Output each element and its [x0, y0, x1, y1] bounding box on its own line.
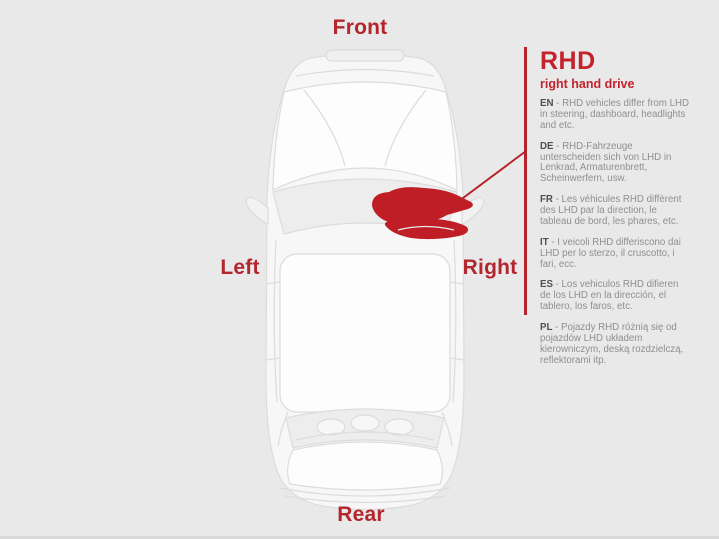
callout-subtitle: right hand drive [540, 77, 635, 91]
car-top-view-diagram [240, 42, 490, 517]
entry-text-de: RHD-Fahrzeuge unterscheiden sich von LHD in Lenkrad, Armaturenbrett, Scheinwerfern, usw. [540, 140, 672, 185]
car-mirror-left [246, 198, 268, 224]
car-roof [280, 254, 450, 412]
entry-separator: - [552, 279, 562, 291]
entry-separator: - [548, 236, 558, 248]
label-rear: Rear [337, 503, 385, 526]
entry-text-pl: Pojazdy RHD różnią się od pojazdów LHD układem kierowniczym, deską rozdzielczą, reflektorami itp. [540, 321, 684, 366]
car-headrest-center [351, 415, 379, 431]
callout-entry-it [540, 238, 690, 271]
language-code-fr: FR [540, 194, 553, 206]
callout-title: RHD [540, 47, 596, 75]
entry-separator: - [552, 321, 561, 333]
entry-text-en: RHD vehicles differ from LHD in steering, dashboard, headlights and etc. [540, 98, 689, 131]
entry-text-fr: Les véhicules RHD diffèrent des LHD par la direction, le tableau de bord, les phares, etc. [540, 194, 682, 227]
language-code-de: DE [540, 140, 554, 152]
car-windshield-top-band [326, 50, 404, 61]
label-right: Right [462, 256, 518, 279]
callout-entry-en [540, 99, 690, 132]
entry-separator: - [553, 140, 563, 152]
language-code-en: EN [540, 98, 554, 109]
entry-text-it: I veicoli RHD differiscono dai LHD per lo sterzo, il cruscotto, i fari, ecc. [540, 236, 681, 270]
language-code-es: ES [540, 279, 553, 291]
callout-entry-fr [540, 195, 690, 228]
entry-separator: - [552, 194, 562, 206]
callout-entry-de [540, 142, 690, 186]
callout-entry-es [540, 280, 690, 313]
entry-separator: - [553, 98, 563, 109]
language-code-pl: PL [540, 321, 553, 333]
label-front: Front [332, 16, 388, 39]
entry-text-es: Los vehiculos RHD difieren de los LHD en la dirección, el tablero, los faros, etc. [540, 279, 679, 313]
rhd-callout [524, 47, 702, 366]
car-trunk [288, 442, 443, 490]
label-left: Left [220, 256, 260, 279]
callout-entry-pl [540, 323, 690, 367]
language-code-it: IT [540, 236, 549, 248]
